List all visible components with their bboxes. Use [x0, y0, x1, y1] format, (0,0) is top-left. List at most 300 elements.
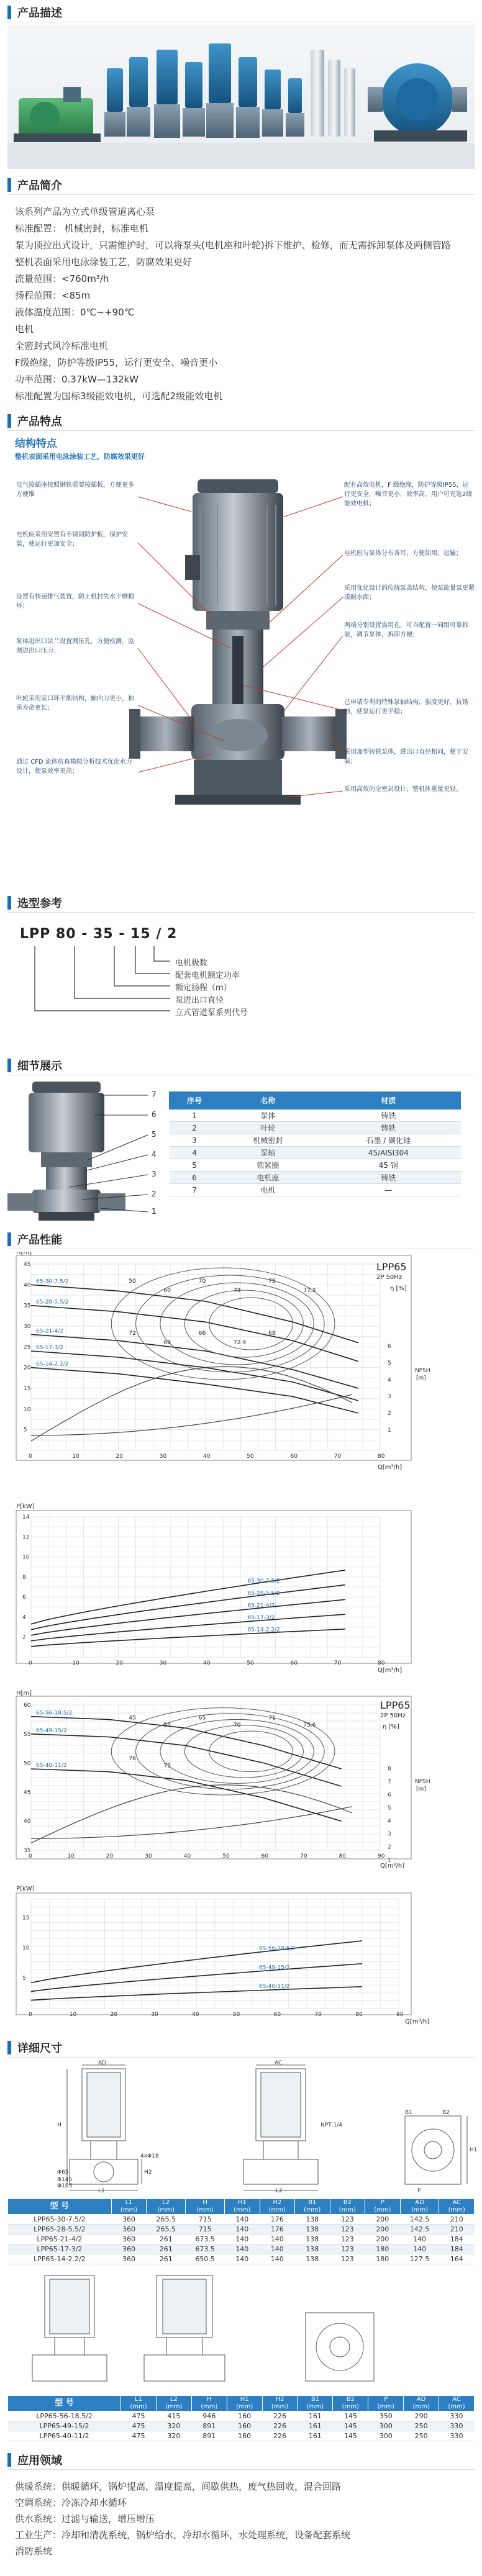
table-cell: 铸铁 — [316, 1109, 460, 1122]
table-cell: 泵体 — [220, 1109, 317, 1122]
table-cell: 180 — [365, 2254, 401, 2264]
series-label: 65-14-2.2/2 — [36, 1361, 69, 1368]
table-cell: 铸铁 — [316, 1172, 460, 1184]
x-axis-label: Q[m³/h] — [378, 1464, 402, 1471]
x-tick-label: 30 — [159, 1453, 167, 1460]
npsh-curve — [31, 1394, 352, 1435]
series-line — [31, 1351, 358, 1401]
table-cell: 160 — [227, 2411, 262, 2421]
series-label: 65-56-18.5/2 — [259, 1945, 296, 1952]
x-tick-label: 50 — [222, 1853, 230, 1860]
series-label: 65-17-3/2 — [247, 1615, 275, 1622]
x-tick-label: 30 — [151, 2012, 158, 2018]
table-header: H (mm) — [186, 2199, 225, 2215]
y-tick-label: 5 — [22, 1976, 26, 1982]
table-header: P (mm) — [365, 2199, 401, 2215]
npsh-tick-label: 2 — [388, 1844, 391, 1851]
table-cell: 45 钢 — [316, 1159, 460, 1172]
table-header: 序号 — [170, 1092, 220, 1109]
series-line — [31, 1717, 342, 1769]
table-row — [8, 2421, 475, 2431]
structure-diagram — [7, 462, 475, 890]
npsh-tick-label: 3 — [388, 1394, 391, 1400]
section-description — [0, 0, 482, 25]
npsh-label: NPSH — [415, 1368, 430, 1374]
code-label: 额定扬程（m） — [175, 983, 232, 993]
table-cell: 145 — [333, 2431, 368, 2441]
table-cell: 138 — [295, 2215, 330, 2225]
x-tick-label: 80 — [355, 2012, 363, 2018]
table-header: L2 (mm) — [147, 2199, 186, 2215]
npsh-tick-label: 7 — [388, 1779, 391, 1786]
table-header: H1 (mm) — [227, 2396, 262, 2411]
x-tick-label: 20 — [110, 2012, 118, 2018]
efficiency-label: 70 — [233, 1722, 241, 1729]
table-cell: 123 — [330, 2225, 365, 2235]
intro-line: 电机 — [15, 323, 34, 335]
p-axis-label: P[kW] — [16, 1886, 35, 1892]
npsh-tick-label: 5 — [388, 1805, 391, 1812]
code-label: 泵进出口直径 — [175, 996, 224, 1005]
dimension-table-1 — [7, 2199, 475, 2264]
table-cell: 140 — [225, 2215, 260, 2225]
series-label: 65-28-5.5/2 — [36, 1299, 69, 1306]
x-tick-label: 80 — [378, 1660, 385, 1666]
table-cell: 180 — [365, 2244, 401, 2254]
table-cell: 铸铁 — [316, 1122, 460, 1134]
npsh-tick-label: 2 — [388, 1411, 391, 1417]
x-tick-label: 40 — [192, 2012, 199, 2018]
x-tick-label: 50 — [247, 1660, 254, 1666]
table-cell: 164 — [439, 2254, 475, 2264]
dimension-drawing — [7, 2269, 475, 2393]
table-header: H2 (mm) — [260, 2199, 295, 2215]
table-cell: 261 — [147, 2235, 186, 2244]
structure-subtitle: 整机表面采用电泳涂装工艺，防腐效果更好 — [15, 453, 145, 461]
part-callout: 7 — [152, 1090, 157, 1099]
intro-line: 该系列产品为立式单级管道离心泵 — [15, 206, 155, 217]
x-tick-label: 40 — [203, 1453, 211, 1460]
table-cell: 6 — [170, 1172, 220, 1184]
table-cell: 300 — [368, 2431, 404, 2441]
y-tick-label: 40 — [24, 1282, 31, 1289]
parts-table — [169, 1091, 461, 1196]
y-axis-label: H[m] — [16, 1690, 32, 1697]
table-cell: 145 — [333, 2421, 368, 2431]
performance-chart-2 — [7, 1690, 475, 1884]
application-item: 供暖系统：供暖循环，锅炉提高，温度提高，间歇供热，废气热回收，混合回路 — [15, 2481, 342, 2492]
y-axis-label: H[m] — [16, 1252, 32, 1256]
table-header: 名称 — [220, 1092, 317, 1109]
section-title: 产品描述 — [17, 7, 62, 20]
table-cell: 161 — [298, 2421, 333, 2431]
y-tick-label: 10 — [22, 1554, 30, 1561]
npsh-unit: [m] — [416, 1786, 426, 1792]
y-tick-label: 2 — [22, 1634, 26, 1641]
part-callout: 5 — [152, 1130, 157, 1139]
feature-note: 采用高效的全密封设计，整机体重量更轻。 — [344, 786, 462, 793]
npsh-tick-label: 6 — [388, 1792, 391, 1799]
table-cell: LPP65-14-2.2/2 — [8, 2254, 112, 2264]
npsh-tick-label: 4 — [388, 1377, 391, 1383]
x-tick-label: 40 — [203, 1660, 211, 1666]
section-performance — [0, 1227, 482, 1252]
table-header: L1 (mm) — [121, 2396, 157, 2411]
table-row — [170, 1159, 461, 1172]
efficiency-label: 72.9 — [233, 1340, 247, 1346]
table-cell: 160 — [227, 2431, 262, 2441]
x-axis-label: Q[m³/h] — [405, 2018, 430, 2025]
table-header: H (mm) — [191, 2396, 227, 2411]
table-cell: 184 — [439, 2235, 475, 2244]
table-cell: 140 — [260, 2254, 295, 2264]
x-tick-label: 70 — [334, 1660, 342, 1666]
dim-label: L2 — [276, 2188, 283, 2194]
table-header: AC (mm) — [439, 2199, 475, 2215]
series-label: 65-40-11/2 — [259, 1983, 290, 1990]
y-tick-label: 5 — [24, 1427, 27, 1434]
table-cell: LPP65-49-15/2 — [8, 2421, 121, 2431]
feature-note: 泵体进出口法兰设置测压孔，方便检测，监测进出口压力； — [16, 638, 134, 654]
table-header: 材质 — [316, 1092, 460, 1109]
model-code-diagram — [7, 915, 475, 1053]
dim-label: H1 — [470, 2147, 478, 2153]
x-tick-label: 0 — [29, 1453, 32, 1460]
section-title: 详细尺寸 — [17, 2042, 62, 2055]
structure-title: 结构特点 — [15, 438, 57, 450]
table-row — [8, 2244, 475, 2254]
series-label: 65-28-5.5/2 — [247, 1590, 280, 1597]
table-header: B1 (mm) — [298, 2396, 333, 2411]
performance-chart-1 — [7, 1252, 475, 1502]
code-legend-lines — [7, 915, 475, 1053]
table-cell: LPP65-17-3/2 — [8, 2244, 112, 2254]
table-cell: 127.5 — [400, 2254, 439, 2264]
part-callout: 6 — [152, 1110, 157, 1119]
table-cell: 电机 — [220, 1184, 317, 1196]
npsh-tick-label: 8 — [388, 1766, 391, 1773]
table-row — [8, 2431, 475, 2441]
series-line — [31, 1769, 342, 1821]
part-callout: 1 — [152, 1207, 157, 1216]
table-cell: 石墨 / 碳化硅 — [316, 1134, 460, 1147]
series-label: 65-21-4/2 — [36, 1328, 63, 1335]
table-cell: 142.5 — [400, 2225, 439, 2235]
table-cell: 250 — [404, 2421, 439, 2431]
y-tick-label: 4 — [22, 1614, 26, 1621]
dim-label: 4xΦ18 — [140, 2153, 159, 2159]
efficiency-label: 77.3 — [303, 1288, 316, 1294]
series-line — [31, 1306, 358, 1362]
x-tick-label: 60 — [290, 1660, 298, 1666]
efficiency-label: 75.6 — [303, 1722, 316, 1729]
table-cell: 475 — [121, 2411, 157, 2421]
code-label: 立式管道泵系列代号 — [175, 1008, 248, 1018]
table-cell: 330 — [439, 2431, 475, 2441]
dim-label: P — [417, 2188, 421, 2194]
feature-note: 采用优化设计的传统泵盖结构，使泵能量泵更紧凑耐水面； — [344, 585, 475, 601]
intro-line: F级绝缘，防护等级IP55，运行更安全、噪音更小 — [15, 357, 218, 368]
chart-spec: 2P 50Hz — [376, 1274, 402, 1281]
table-cell: 138 — [295, 2254, 330, 2264]
table-cell: 138 — [295, 2244, 330, 2254]
series-label: 65-49-15/2 — [36, 1727, 67, 1734]
y-tick-label: 55 — [24, 1731, 31, 1738]
table-cell: 123 — [330, 2254, 365, 2264]
table-cell: 140 — [225, 2244, 260, 2254]
series-label: 65-40-11/2 — [36, 1762, 67, 1769]
table-cell: 200 — [365, 2215, 401, 2225]
npsh-unit: [m] — [416, 1375, 426, 1381]
section-dimensions — [0, 2035, 482, 2060]
table-cell: 机械密封 — [220, 1134, 317, 1147]
y-tick-label: 6 — [22, 1594, 26, 1601]
part-callout: 3 — [152, 1170, 157, 1178]
intro-line: 整机表面采用电泳涂装工艺，防腐效果更好 — [15, 256, 193, 268]
table-cell: LPP65-30-7.5/2 — [8, 2215, 112, 2225]
table-cell: 1 — [170, 1109, 220, 1122]
y-tick-label: 35 — [24, 1303, 31, 1309]
table-cell: 140 — [260, 2244, 295, 2254]
npsh-tick-label: 5 — [388, 1360, 391, 1367]
parts-detail — [7, 1078, 475, 1227]
x-tick-label: 60 — [273, 2012, 281, 2018]
table-cell: 265.5 — [147, 2215, 186, 2225]
table-row — [8, 2411, 475, 2421]
code-label: 配套电机额定功率 — [175, 971, 240, 980]
table-cell: 7 — [170, 1184, 220, 1196]
npsh-tick-label: 4 — [388, 1818, 391, 1825]
table-cell: — — [316, 1184, 460, 1196]
dimension-table-2 — [7, 2395, 475, 2441]
y-tick-label: 60 — [24, 1702, 31, 1709]
table-cell: 138 — [295, 2235, 330, 2244]
eta-label: η [%] — [383, 1724, 399, 1730]
table-cell: 锁紧圈 — [220, 1159, 317, 1172]
table-cell: 320 — [156, 2421, 191, 2431]
x-tick-label: 60 — [290, 1453, 298, 1460]
dim-label: H — [57, 2122, 61, 2128]
table-row — [8, 2235, 475, 2244]
x-tick-label: 20 — [116, 1453, 123, 1460]
feature-note: 配有高效电机，F 级绝缘，防护等级IP55，运行更安全，噪音更小，效率高，用户可充选2级能效电机； — [344, 482, 473, 507]
feature-note: 电机座采用安置有不锈钢防护板，保护安装，使运行更加安全； — [16, 531, 128, 548]
table-cell: 161 — [298, 2431, 333, 2441]
section-title: 产品性能 — [17, 1234, 62, 1247]
power-chart-2 — [7, 1884, 475, 2035]
y-tick-label: 15 — [24, 1386, 31, 1392]
pump-family-image — [7, 25, 475, 169]
x-tick-label: 40 — [183, 1853, 191, 1860]
table-cell: 891 — [191, 2431, 227, 2441]
table-cell: 140 — [225, 2254, 260, 2264]
table-cell: 210 — [439, 2225, 475, 2235]
table-cell: 176 — [260, 2225, 295, 2235]
table-cell: 360 — [111, 2244, 147, 2254]
x-tick-label: 50 — [247, 1453, 254, 1460]
npsh-tick-label: 3 — [388, 1831, 391, 1838]
dimension-drawing-1 — [7, 2060, 478, 2199]
table-cell: 891 — [191, 2421, 227, 2431]
structure-heading — [0, 433, 482, 462]
table-cell: 350 — [368, 2411, 404, 2421]
table-header: L2 (mm) — [156, 2396, 191, 2411]
code-label: 电机极数 — [175, 959, 208, 968]
table-header: AD (mm) — [400, 2199, 439, 2215]
pump-cutaway-image — [7, 462, 475, 890]
table-cell: 360 — [111, 2235, 147, 2244]
npsh-label: NPSH — [415, 1779, 430, 1785]
table-cell: 泵轴 — [220, 1147, 317, 1159]
table-cell: 3 — [170, 1134, 220, 1147]
x-axis-label: Q[m³/h] — [378, 1667, 402, 1674]
section-title: 产品简介 — [17, 179, 62, 192]
y-tick-label: 14 — [22, 1514, 30, 1521]
dim-label: Φ185 — [57, 2183, 73, 2189]
table-cell: 140 — [225, 2225, 260, 2235]
table-cell: 140 — [400, 2244, 439, 2254]
table-cell: 123 — [330, 2244, 365, 2254]
efficiency-label: 45 — [129, 1715, 136, 1722]
part-callout: 4 — [152, 1150, 157, 1159]
efficiency-label: 66 — [198, 1331, 206, 1337]
hq-chart-2 — [7, 1690, 475, 1882]
table-cell: 415 — [156, 2411, 191, 2421]
y-tick-label: 10 — [24, 1406, 31, 1413]
table-cell: 715 — [186, 2225, 225, 2235]
x-tick-label: 70 — [334, 1453, 342, 1460]
x-tick-label: 70 — [300, 1853, 307, 1860]
y-tick-label: 30 — [24, 1324, 31, 1330]
x-tick-label: 20 — [116, 1660, 123, 1666]
table-cell: 160 — [227, 2421, 262, 2431]
x-tick-label: 80 — [339, 1853, 347, 1860]
table-cell: 45/AISI304 — [316, 1147, 460, 1159]
section-intro — [0, 173, 482, 197]
table-cell: 673.5 — [186, 2235, 225, 2244]
table-header: L1 (mm) — [111, 2199, 147, 2215]
x-tick-label: 0 — [29, 1660, 32, 1666]
x-tick-label: 60 — [261, 1853, 269, 1860]
efficiency-label: 71 — [268, 1715, 276, 1722]
table-row — [170, 1134, 461, 1147]
efficiency-label: 60 — [163, 1288, 171, 1294]
dim-label: Φ145 — [57, 2177, 73, 2183]
table-cell: 261 — [147, 2254, 186, 2264]
section-title: 产品特点 — [17, 415, 62, 428]
table-cell: 叶轮 — [220, 1122, 317, 1134]
intro-line: 流量范围：<760m³/h — [15, 273, 109, 284]
intro-line: 液体温度范围：0℃~+90℃ — [15, 307, 135, 318]
intro-line: 功率范围：0.37kW—132kW — [15, 374, 139, 385]
efficiency-label: 75 — [268, 1278, 276, 1285]
table-header: H2 (mm) — [262, 2396, 298, 2411]
dim-label: AD — [98, 2060, 107, 2066]
power-chart-1 — [7, 1502, 475, 1690]
table-cell: 123 — [330, 2215, 365, 2225]
dim-label: B1 — [405, 2110, 412, 2116]
pq-chart-1 — [7, 1502, 475, 1688]
y-tick-label: 45 — [24, 1789, 31, 1796]
table-cell: 142.5 — [400, 2215, 439, 2225]
table-cell: 200 — [365, 2225, 401, 2235]
feature-note: 已申请专利的特殊泵轴结构，强度更好，抗锈蚀，使泵运行更平稳； — [344, 699, 468, 715]
section-selection — [0, 890, 482, 915]
efficiency-label: 70 — [198, 1278, 206, 1285]
series-label: 65-21-4/2 — [247, 1602, 275, 1609]
table-header: B2 (mm) — [330, 2199, 365, 2215]
table-cell: 电机座 — [220, 1172, 317, 1184]
efficiency-label: 50 — [129, 1278, 136, 1285]
table-cell: 161 — [298, 2411, 333, 2421]
y-tick-label: 45 — [24, 1262, 31, 1268]
x-tick-label: 90 — [396, 2012, 404, 2018]
y-tick-label: 25 — [24, 1344, 31, 1351]
x-tick-label: 0 — [29, 2012, 32, 2018]
feature-note: 电机座与泵体分布各耳，方便如用，运输； — [344, 550, 462, 557]
table-row — [8, 2215, 475, 2225]
table-cell: 210 — [439, 2215, 475, 2225]
feature-note: 通过 CFD 流体仿真模拟分析技术优化水力设计，使泵效率更高； — [16, 759, 132, 775]
x-tick-label: 10 — [67, 1853, 75, 1860]
efficiency-label: 76 — [129, 1755, 136, 1762]
series-label: 65-30-7.5/2 — [247, 1578, 280, 1585]
feature-note: 叶轮采用室口环平衡结构，轴向力更小，抽承寿命更长； — [16, 695, 134, 712]
table-cell: 475 — [121, 2431, 157, 2441]
section-title: 应用领域 — [17, 2454, 62, 2467]
table-cell: 715 — [186, 2215, 225, 2225]
y-tick-label: 10 — [22, 1945, 30, 1952]
efficiency-label: 71 — [163, 1763, 171, 1769]
table-cell: 123 — [330, 2235, 365, 2244]
intro-line: 全密封式风冷标准电机 — [15, 340, 109, 351]
efficiency-label: 68 — [163, 1340, 171, 1346]
table-row — [170, 1109, 461, 1122]
table-header: 型 号 — [8, 2396, 121, 2411]
table-cell: LPP65-40-11/2 — [8, 2431, 121, 2441]
x-tick-label: 10 — [69, 2012, 77, 2018]
section-title: 选型参考 — [17, 897, 62, 910]
table-cell: 650.5 — [186, 2254, 225, 2264]
chart-model: LPP65 — [380, 1699, 411, 1711]
table-cell: 360 — [111, 2254, 147, 2264]
intro-text — [0, 197, 482, 409]
x-tick-label: 10 — [72, 1660, 80, 1666]
series-line — [31, 1734, 342, 1786]
table-cell: 226 — [262, 2421, 298, 2431]
chart-spec: 2P 50Hz — [380, 1712, 406, 1719]
table-cell: LPP65-21-4/2 — [8, 2235, 112, 2244]
dim-label: L1 — [98, 2188, 105, 2194]
table-cell: 176 — [260, 2215, 295, 2225]
application-item: 空调系统：冷冻冷却水循环 — [15, 2497, 127, 2508]
table-row — [8, 2225, 475, 2235]
table-row — [170, 1147, 461, 1159]
hq-chart-1 — [7, 1252, 475, 1500]
table-header: B2 (mm) — [333, 2396, 368, 2411]
table-cell: 140 — [400, 2235, 439, 2244]
part-callout: 2 — [152, 1190, 157, 1198]
table-cell: 184 — [439, 2244, 475, 2254]
section-applications — [0, 2447, 482, 2472]
table-row — [170, 1122, 461, 1134]
product-family-banner — [7, 25, 475, 169]
series-label: 65-49-15/2 — [259, 1964, 290, 1971]
applications-list — [0, 2472, 482, 2565]
table-header: P (mm) — [368, 2396, 404, 2411]
dim-label: AC — [275, 2060, 283, 2066]
efficiency-label: 72 — [129, 1331, 136, 1337]
